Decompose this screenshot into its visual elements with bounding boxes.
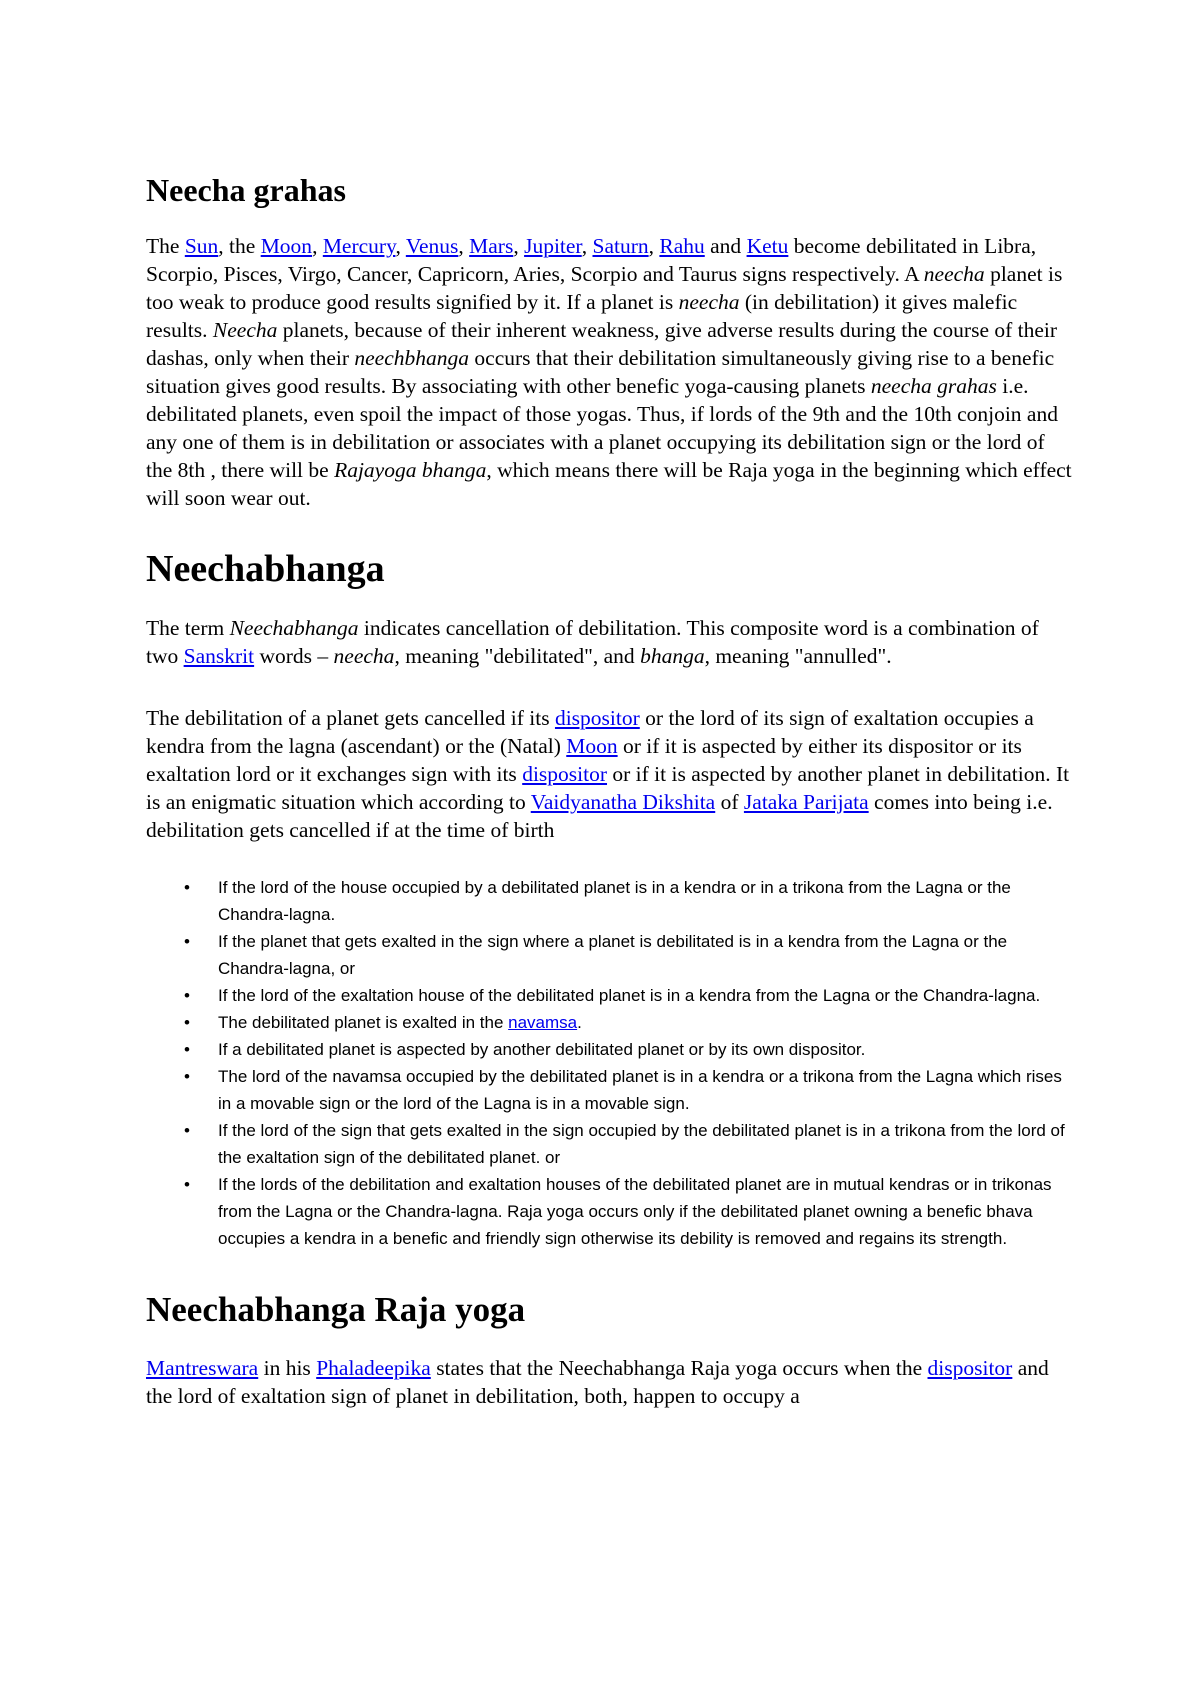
text: become debilitated in Libra, Scorpio, Pisces, Virgo, Cancer, Capricorn, Aries, Scorpio and Taurus signs respectively. A — [146, 234, 1037, 286]
link-ketu[interactable]: Ketu — [746, 234, 789, 258]
heading-neechabhanga-raja-yoga: Neechabhanga Raja yoga — [146, 1290, 526, 1329]
italic-term: neechbhanga — [354, 346, 470, 370]
italic-term: neecha — [678, 290, 740, 314]
list-item: • If the lord of the exaltation house of the debilitated planet is in a kendra from the Lagna or the Chandra-lagna. — [218, 982, 1076, 1009]
heading-neechabhanga: Neechabhanga — [146, 548, 385, 590]
text: or the lord of its sign of exaltation occupies a kendra from the lagna (ascendant) or the (Natal) — [146, 706, 1034, 758]
link-navamsa[interactable]: navamsa — [508, 1013, 578, 1032]
link-vaidyanatha-dikshita[interactable]: Vaidyanatha Dikshita — [530, 790, 716, 814]
text: indicates cancellation of debilitation. This composite word is a combination of two — [146, 616, 1039, 668]
link-dispositor[interactable]: dispositor — [927, 1356, 1013, 1380]
italic-term: neecha — [333, 644, 395, 668]
text: , which means there will be Raja yoga in the beginning which effect will soon wear out. — [146, 458, 1072, 510]
link-dispositor[interactable]: dispositor — [522, 762, 608, 786]
text: in his — [258, 1356, 317, 1380]
heading-neecha-grahas: Neecha grahas — [146, 172, 346, 208]
list-item: • If the lords of the debilitation and exaltation houses of the debilitated planet are in mutual kendras or in trikonas from the Lagna or the Chandra-lagna. Raja yoga occurs only if the debilitated planet owning a benefic bhava occupies a kendra in a benefic and friendly sign otherwise its debility is removed and regains its strength. — [218, 1171, 1076, 1252]
list-item: • If the lord of the house occupied by a debilitated planet is in a kendra or in a trikona from the Lagna or the Chandra-lagna. — [218, 874, 1076, 928]
text: The term — [146, 616, 230, 640]
text: planets, because of their inherent weakness, give adverse results during the course of their dashas, only when their — [146, 318, 1058, 370]
link-phaladeepika[interactable]: Phaladeepika — [316, 1356, 431, 1380]
italic-term: neecha grahas — [870, 374, 997, 398]
text: , — [458, 234, 470, 258]
text: planet is too weak to produce good results signified by it. If a planet is — [146, 262, 1063, 314]
link-jataka-parijata[interactable]: Jataka Parijata — [743, 790, 869, 814]
text: , — [312, 234, 323, 258]
italic-term: bhanga — [640, 644, 705, 668]
link-mercury[interactable]: Mercury — [322, 234, 396, 258]
list-item: • If the lord of the sign that gets exalted in the sign occupied by the debilitated planet is in a trikona from the lord of the exaltation sign of the debilitated planet. or — [218, 1117, 1076, 1171]
text: occurs that their debilitation simultaneously giving rise to a benefic situation gives good results. By associating with other benefic yoga-causing planets — [146, 346, 1055, 398]
text: or if it is aspected by another planet in debilitation. It is an enigmatic situation which according to — [146, 762, 1070, 814]
document-content — [146, 170, 1076, 1444]
text: i.e. debilitated planets, even spoil the impact of those yogas. Thus, if lords of the 9th and the 10th conjoin and any one of them is in debilitation or associates with a planet occupying its debilitation sign or the lord of the 8th , there will be — [146, 374, 1058, 482]
list-item — [218, 1009, 1076, 1036]
list-item: • If a debilitated planet is aspected by another debilitated planet or by its own dispositor. — [218, 1036, 1076, 1063]
italic-term: Neecha — [212, 318, 278, 342]
text: states that the Neechabhanga Raja yoga occurs when the — [430, 1356, 928, 1380]
link-sanskrit[interactable]: Sanskrit — [183, 644, 255, 668]
text: comes into being i.e. debilitation gets cancelled if at the time of birth — [146, 790, 1053, 842]
link-dispositor[interactable]: dispositor — [554, 706, 640, 730]
link-rahu[interactable]: Rahu — [659, 234, 705, 258]
text: The debilitation of a planet gets cancelled if its — [146, 706, 555, 730]
link-sun[interactable]: Sun — [184, 234, 219, 258]
text: , meaning "annulled". — [704, 644, 892, 668]
text: or if it is aspected by either its dispositor or its exaltation lord or it exchanges sign with its — [146, 734, 1022, 786]
link-mantreswara[interactable]: Mantreswara — [146, 1356, 259, 1380]
link-jupiter[interactable]: Jupiter — [524, 234, 582, 258]
text: of — [715, 790, 744, 814]
text: . — [577, 1013, 582, 1032]
paragraph-raja-yoga — [146, 1354, 1076, 1410]
text: The debilitated planet is exalted in the — [218, 1013, 509, 1032]
list-item: • If the planet that gets exalted in the sign where a planet is debilitated is in a kendra from the Lagna or the Chandra-lagna, or — [218, 928, 1076, 982]
text: words – — [254, 644, 334, 668]
link-moon[interactable]: Moon — [566, 734, 618, 758]
italic-term: Rajayoga bhanga — [334, 458, 487, 482]
text: , — [581, 234, 593, 258]
text: and — [704, 234, 747, 258]
link-moon[interactable]: Moon — [260, 234, 313, 258]
text: The — [146, 234, 185, 258]
link-saturn[interactable]: Saturn — [592, 234, 649, 258]
paragraph-cancellation — [146, 704, 1076, 844]
link-venus[interactable]: Venus — [405, 234, 459, 258]
text: , — [513, 234, 525, 258]
text: (in debilitation) it gives malefic results. — [146, 290, 1018, 342]
italic-term: neecha — [923, 262, 985, 286]
text: , — [395, 234, 406, 258]
list-item: • The lord of the navamsa occupied by the debilitated planet is in a kendra or a trikona from the Lagna which rises in a movable sign or the lord of the Lagna is in a movable sign. — [218, 1063, 1076, 1117]
text: , — [648, 234, 660, 258]
text: and the lord of exaltation sign of planet in debilitation, both, happen to occupy a — [146, 1356, 1049, 1408]
paragraph-neecha-grahas — [146, 232, 1076, 512]
paragraph-term-definition — [146, 614, 1076, 670]
text: , the — [218, 234, 261, 258]
text: , meaning "debilitated", and — [394, 644, 641, 668]
conditions-list — [146, 874, 1076, 1252]
italic-term: Neechabhanga — [229, 616, 359, 640]
link-mars[interactable]: Mars — [469, 234, 514, 258]
